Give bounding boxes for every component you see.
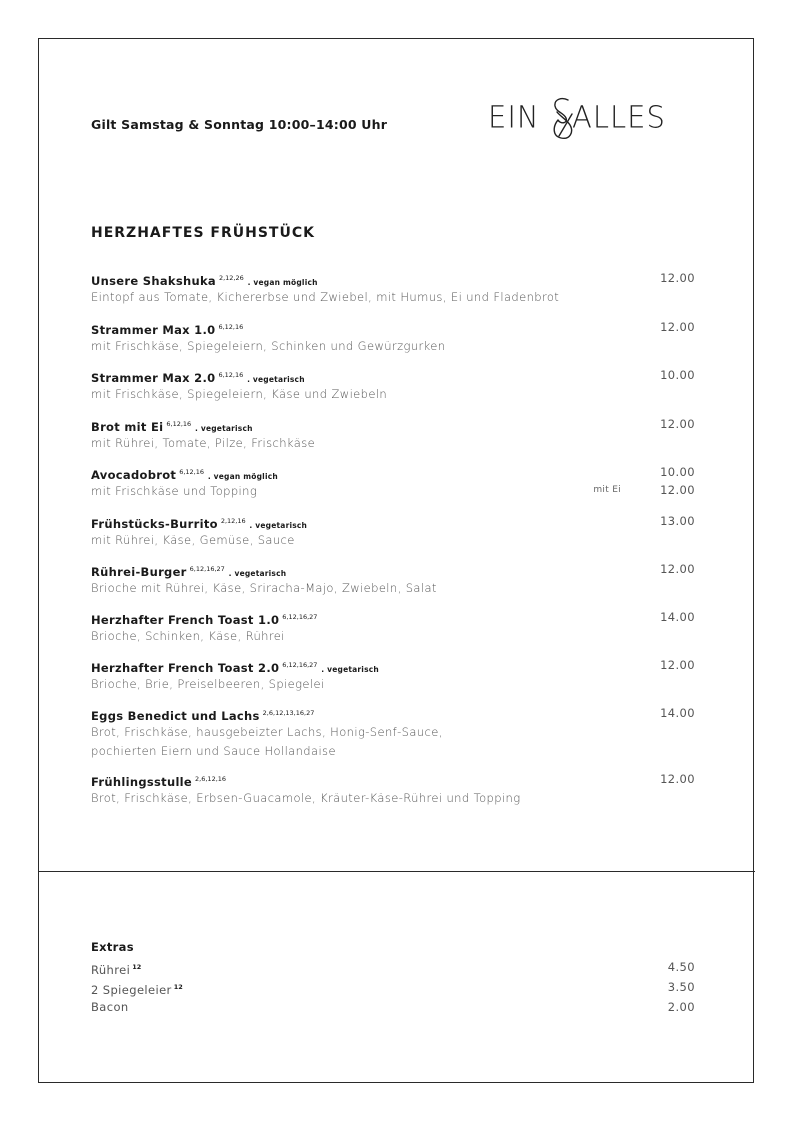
item-name — [91, 271, 695, 288]
menu-item — [91, 320, 695, 356]
allergen-codes: 6,12,16 — [179, 468, 205, 476]
item-description: Brioche, Schinken, Käse, Rührei — [91, 629, 285, 643]
logo-text-left: EIN — [488, 99, 540, 135]
item-price: 12.00 — [660, 271, 695, 285]
allergen-codes: 2,6,12,13,16,27 — [262, 709, 315, 717]
diet-tag: . vegan möglich — [205, 472, 278, 481]
item-description: mit Frischkäse, Spiegeleiern, Schinken und Gewürzgurken — [91, 339, 446, 353]
validity-text: Gilt Samstag & Sonntag 10:00–14:00 Uhr — [91, 117, 388, 132]
menu-item — [91, 562, 695, 598]
extras-title: Extras — [91, 940, 134, 954]
item-description: Eintopf aus Tomate, Kichererbse und Zwiebel, mit Humus, Ei und Fladenbrot — [91, 290, 560, 304]
item-title: Rührei-Burger — [91, 565, 187, 579]
section-title: HERZHAFTES FRÜHSTÜCK — [91, 225, 315, 241]
item-name — [91, 772, 695, 789]
diet-tag: . vegetarisch — [225, 569, 287, 578]
menu-item — [91, 271, 695, 307]
extra-price: 3.50 — [667, 980, 695, 994]
extra-price: 4.50 — [667, 960, 695, 974]
allergen-codes: 2,12,16 — [220, 517, 246, 525]
item-price: 10.00 — [660, 368, 695, 382]
item-title: Strammer Max 1.0 — [91, 323, 216, 337]
allergen-codes: 6,12,16,27 — [282, 613, 318, 621]
item-title: Herzhafter French Toast 2.0 — [91, 661, 280, 675]
item-name — [91, 368, 695, 385]
menu-item — [91, 417, 695, 453]
menu-frame — [38, 38, 754, 1083]
extra-name: 2 Spiegeleier — [91, 983, 172, 997]
diet-tag: . vegetarisch — [318, 665, 379, 674]
diet-tag: . vegetarisch — [246, 521, 308, 530]
item-title: Frühlingsstulle — [91, 775, 193, 789]
section-divider — [38, 871, 755, 872]
item-price: 12.00 — [660, 417, 695, 431]
item-price: 12.00 — [660, 320, 695, 334]
diet-tag: . vegetarisch — [192, 424, 253, 433]
item-description: Brioche, Brie, Preiselbeeren, Spiegelei — [91, 677, 325, 691]
variant-price: 12.00 — [660, 483, 695, 497]
item-description: Brot, Frischkäse, hausgebeizter Lachs, Honig-Senf-Sauce, — [91, 725, 443, 739]
extras-section — [91, 940, 695, 1017]
variant-label: mit Ei — [593, 485, 621, 495]
item-description: Brioche mit Rührei, Käse, Sriracha-Majo, Zwiebeln, Salat — [91, 581, 437, 595]
allergen-codes: 6,12,16 — [218, 323, 244, 331]
item-name — [91, 562, 695, 579]
menu-item — [91, 465, 695, 501]
allergen-codes: 6,12,16,27 — [282, 661, 318, 669]
item-name — [91, 514, 695, 531]
item-name — [91, 417, 695, 434]
item-name — [91, 658, 695, 675]
menu-item — [91, 514, 695, 550]
diet-tag: . vegetarisch — [244, 375, 305, 384]
item-name — [91, 610, 695, 627]
extra-name: Rührei — [91, 963, 131, 977]
menu-item — [91, 658, 695, 694]
extra-item — [91, 957, 695, 977]
menu-item — [91, 706, 695, 760]
item-price: 14.00 — [660, 610, 695, 624]
extra-item — [91, 997, 695, 1017]
item-description: Brot, Frischkäse, Erbsen-Guacamole, Kräuter-Käse-Rührei und Topping — [91, 791, 521, 805]
item-title: Herzhafter French Toast 1.0 — [91, 613, 280, 627]
allergen-codes: 6,12,16 — [166, 420, 192, 428]
allergen-codes: 2,6,12,16 — [195, 775, 227, 783]
item-description: mit Rührei, Tomate, Pilze, Frischkäse — [91, 436, 316, 450]
item-description: mit Frischkäse, Spiegeleiern, Käse und Zwiebeln — [91, 387, 388, 401]
extra-price: 2.00 — [667, 1000, 695, 1014]
item-price: 12.00 — [660, 772, 695, 786]
item-title: Avocadobrot — [91, 468, 177, 482]
item-title: Unsere Shakshuka — [91, 274, 216, 288]
item-price: 12.00 — [660, 562, 695, 576]
item-description: mit Rührei, Käse, Gemüse, Sauce — [91, 533, 295, 547]
item-price: 12.00 — [660, 658, 695, 672]
allergen-codes: 2,12,26 — [218, 274, 244, 282]
brand-logo — [488, 96, 698, 142]
diet-tag: . vegan möglich — [244, 278, 318, 287]
item-price: 10.00 — [660, 465, 695, 479]
logo-text-right: ALLES — [572, 99, 666, 135]
allergen-codes: 12 — [173, 983, 183, 991]
allergen-codes: 6,12,16 — [218, 371, 244, 379]
item-price: 13.00 — [660, 514, 695, 528]
allergen-codes: 12 — [132, 963, 142, 971]
menu-item — [91, 772, 695, 808]
item-name — [91, 320, 695, 337]
item-price: 14.00 — [660, 706, 695, 720]
item-name — [91, 465, 695, 482]
item-title: Eggs Benedict und Lachs — [91, 709, 260, 723]
allergen-codes: 6,12,16,27 — [189, 565, 225, 573]
item-name — [91, 706, 695, 723]
item-description: mit Frischkäse und Topping — [91, 484, 258, 498]
item-title: Brot mit Ei — [91, 420, 164, 434]
item-description: pochierten Eiern und Sauce Hollandaise — [91, 743, 336, 758]
extra-name: Bacon — [91, 1000, 129, 1014]
menu-item — [91, 368, 695, 404]
menu-item — [91, 610, 695, 646]
item-title: Frühstücks-Burrito — [91, 517, 218, 531]
extra-item — [91, 977, 695, 997]
item-title: Strammer Max 2.0 — [91, 371, 216, 385]
